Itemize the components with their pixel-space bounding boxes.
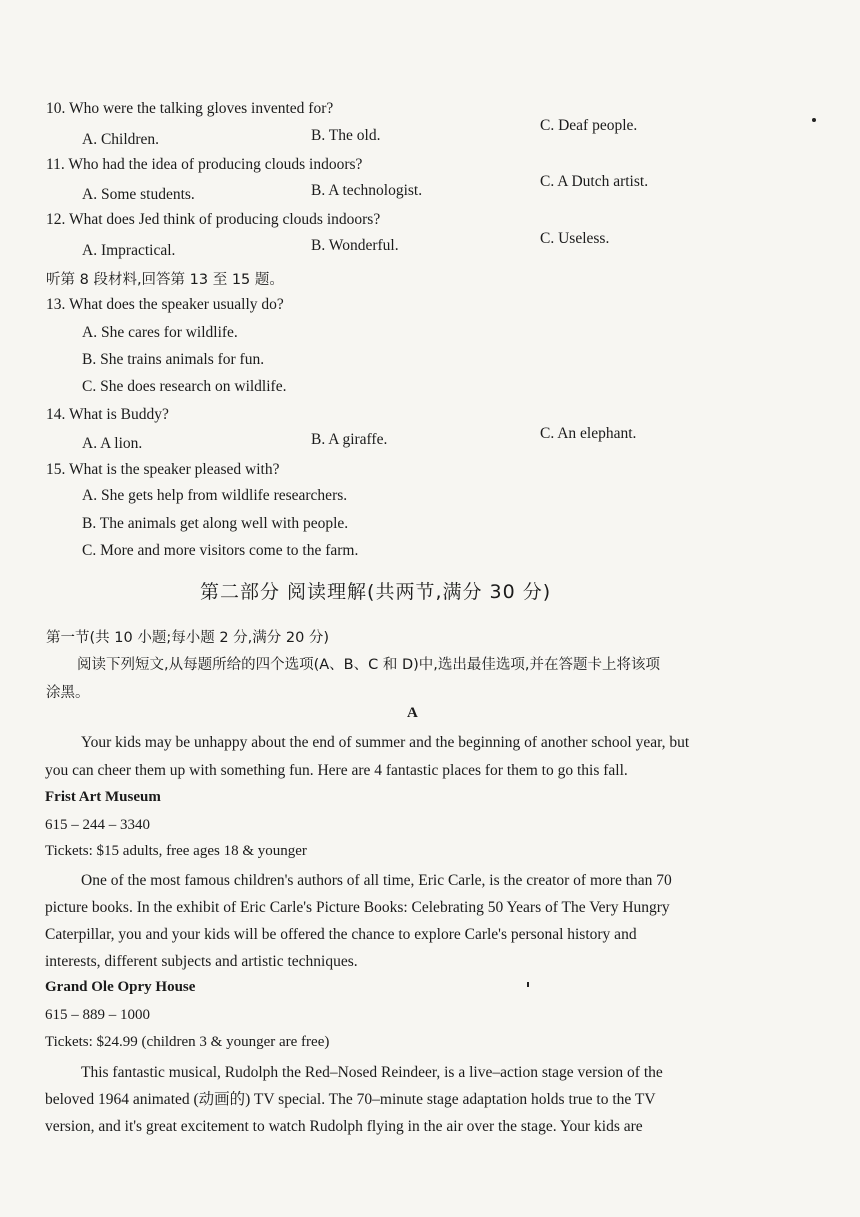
q14-option-c: C. An elephant. <box>540 425 637 442</box>
question-11: 11. Who had the idea of producing clouds indoors? <box>46 156 363 173</box>
q13-option-a: A. She cares for wildlife. <box>82 324 238 341</box>
passage-label: A <box>407 705 418 721</box>
q15-option-b: B. The animals get along well with people. <box>82 515 349 532</box>
q13-option-c: C. She does research on wildlife. <box>82 378 287 395</box>
q12-option-c: C. Useless. <box>540 230 610 247</box>
venue-1-desc-line1: One of the most famous children's authors of all time, Eric Carle, is the creator of more than 70 <box>81 872 672 889</box>
venue-2-name: Grand Ole Opry House <box>45 979 196 995</box>
venue-1-tickets: Tickets: $15 adults, free ages 18 & younger <box>45 843 307 859</box>
venue-2-desc-line2: beloved 1964 animated (动画的) TV special. The 70–minute stage adaptation holds true to the TV <box>45 1091 656 1108</box>
reading-instruction-line2: 涂黑。 <box>46 685 90 701</box>
venue-1-desc-line4: interests, different subjects and artistic techniques. <box>45 953 358 970</box>
q10-option-c: C. Deaf people. <box>540 117 638 134</box>
question-10: 10. Who were the talking gloves invented for? <box>46 100 334 117</box>
q11-option-a: A. Some students. <box>82 186 195 203</box>
passage-intro-line2: you can cheer them up with something fun. Here are 4 fantastic places for them to go this fall. <box>45 762 628 779</box>
q15-option-a: A. She gets help from wildlife researchers. <box>82 487 348 504</box>
section-one-heading: 第一节(共 10 小题;每小题 2 分,满分 20 分) <box>46 630 330 646</box>
venue-1-phone: 615 – 244 – 3340 <box>45 817 150 833</box>
bleed-through-text <box>560 300 564 316</box>
venue-2-tickets: Tickets: $24.99 (children 3 & younger are free) <box>45 1034 330 1050</box>
q11-option-c: C. A Dutch artist. <box>540 173 649 190</box>
question-15: 15. What is the speaker pleased with? <box>46 461 280 478</box>
question-13: 13. What does the speaker usually do? <box>46 296 284 313</box>
q12-option-a: A. Impractical. <box>82 242 176 259</box>
q10-option-a: A. Children. <box>82 131 160 148</box>
q11-option-b: B. A technologist. <box>311 182 423 199</box>
q10-option-b: B. The old. <box>311 127 381 144</box>
q15-option-c: C. More and more visitors come to the farm. <box>82 542 359 559</box>
venue-1-desc-line2: picture books. In the exhibit of Eric Carle's Picture Books: Celebrating 50 Years of The Very Hungry <box>45 899 670 916</box>
venue-2-phone: 615 – 889 – 1000 <box>45 1007 150 1023</box>
reading-instruction-line1: 阅读下列短文,从每题所给的四个选项(A、B、C 和 D)中,选出最佳选项,并在答题卡上将该项 <box>77 657 661 673</box>
question-12: 12. What does Jed think of producing clouds indoors? <box>46 211 381 228</box>
venue-2-desc-line1: This fantastic musical, Rudolph the Red–Nosed Reindeer, is a live–action stage version of the <box>81 1064 663 1081</box>
q12-option-b: B. Wonderful. <box>311 237 399 254</box>
section-8-instruction: 听第 8 段材料,回答第 13 至 15 题。 <box>46 272 284 288</box>
q13-option-b: B. She trains animals for fun. <box>82 351 265 368</box>
venue-1-name: Frist Art Museum <box>45 789 161 805</box>
question-14: 14. What is Buddy? <box>46 406 169 423</box>
passage-intro-line1: Your kids may be unhappy about the end of summer and the beginning of another school year, but <box>81 734 690 751</box>
venue-2-desc-line3: version, and it's great excitement to watch Rudolph flying in the air over the stage. Your kids are <box>45 1118 643 1135</box>
venue-1-desc-line3: Caterpillar, you and your kids will be offered the chance to explore Carle's personal history and <box>45 926 637 943</box>
scan-speck <box>527 982 529 987</box>
q14-option-a: A. A lion. <box>82 435 143 452</box>
scan-speck <box>812 118 816 122</box>
part-two-title: 第二部分 阅读理解(共两节,满分 30 分) <box>200 581 552 603</box>
q14-option-b: B. A giraffe. <box>311 431 388 448</box>
